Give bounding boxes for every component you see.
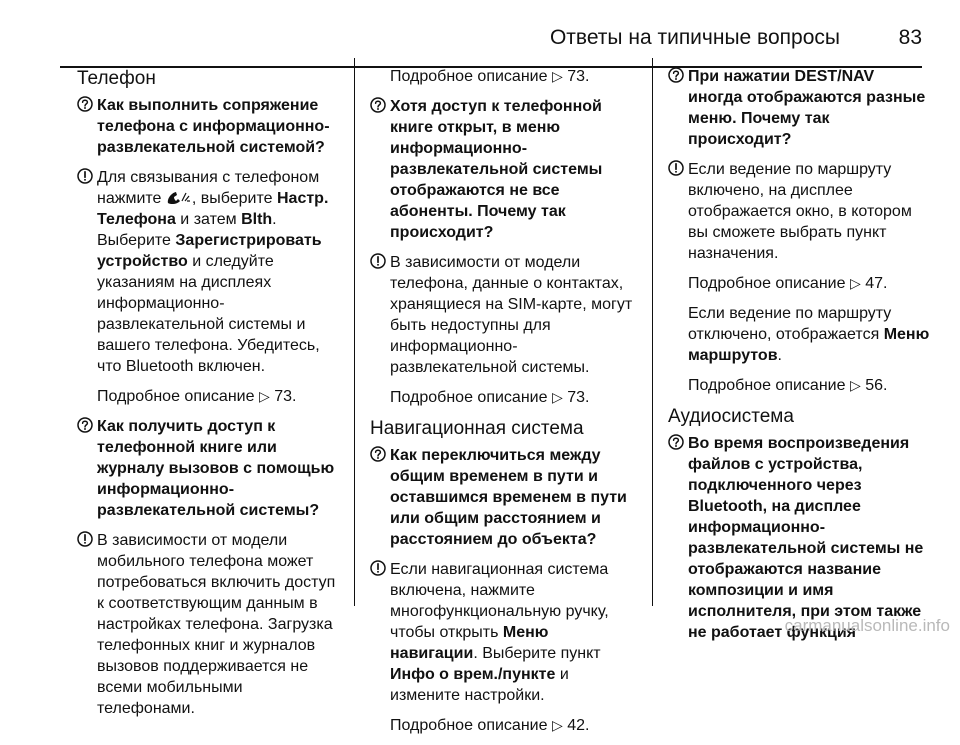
triangle-right-icon: ▷ bbox=[551, 717, 563, 733]
section-title-audio: Аудиосистема bbox=[668, 406, 794, 427]
answer-text: Если ведение по маршруту включено, на дисплее отображается окно, в котором вы сможете выбрать пункт назначения. bbox=[688, 161, 912, 262]
question-circle-icon bbox=[370, 96, 390, 113]
question-circle-icon bbox=[668, 66, 688, 83]
exclamation-circle-icon bbox=[370, 559, 390, 576]
answer-text: Для связывания с телефоном нажмите , выберите Настр. Телефона и затем Blth. Выберите Зарегистрировать устройство и следуйте указаниям на дисплеях информационно-развлекательной системы и вашего телефона. Убедитесь, что Bluetooth включен. bbox=[97, 169, 329, 375]
question-circle-icon bbox=[668, 433, 688, 450]
triangle-right-icon: ▷ bbox=[849, 275, 861, 291]
column-divider bbox=[354, 58, 355, 606]
triangle-right-icon: ▷ bbox=[551, 68, 563, 84]
question-text: Во время воспроизведения файлов с устройства, подключенного через Bluetooth, на дисплее информационно-развлекательной системы не отображаются название композиции и имя исполнителя, при этом также не работает функция bbox=[688, 435, 924, 641]
question-text: Как переключиться между общим временем в пути и оставшимся временем в пути или общим расстоянием и расстоянием до объекта? bbox=[390, 447, 627, 548]
exclamation-circle-icon bbox=[668, 159, 688, 176]
reference-link: Подробное описание ▷ 73. bbox=[390, 389, 590, 406]
question-item bbox=[370, 96, 640, 243]
answer-item bbox=[668, 159, 930, 264]
section-title-phone: Телефон bbox=[77, 68, 156, 89]
question-circle-icon bbox=[77, 416, 97, 433]
exclamation-circle-icon bbox=[77, 167, 97, 184]
question-text: Как выполнить сопряжение телефона с информационно-развлекательной системой? bbox=[97, 97, 330, 156]
column-1 bbox=[77, 58, 339, 728]
answer-item bbox=[370, 559, 640, 706]
phone-icon bbox=[166, 190, 192, 207]
answer-text: В зависимости от модели телефона, данные о контактах, хранящиеся на SIM-карте, могут быть недоступны для информационно-развлекательной системы. bbox=[390, 254, 633, 376]
answer-text: Если навигационная система включена, нажмите многофункциональную ручку, чтобы открыть Меню навигации. Выберите пункт Инфо о врем./пункте и измените настройки. bbox=[390, 561, 609, 704]
question-item bbox=[370, 445, 640, 550]
answer-item bbox=[77, 530, 339, 719]
reference-link: Подробное описание ▷ 73. bbox=[97, 388, 297, 405]
question-circle-icon bbox=[370, 445, 390, 462]
exclamation-circle-icon bbox=[77, 530, 97, 547]
answer-text: В зависимости от модели мобильного телефона может потребоваться включить доступ к соответствующим данным в настройках телефона. Загрузка телефонных книг и журналов вызовов поддерживается не всеми мобильными телефонами. bbox=[97, 532, 336, 717]
question-item bbox=[77, 95, 339, 158]
question-text: Как получить доступ к телефонной книге или журналу вызовов с помощью информационно-развлекательной системы? bbox=[97, 418, 335, 519]
question-item bbox=[77, 416, 339, 521]
watermark: carmanualsonline.info bbox=[784, 616, 950, 635]
question-text: При нажатии DEST/NAV иногда отображаются разные меню. Почему так происходит? bbox=[688, 68, 926, 148]
reference-link: Подробное описание ▷ 42. bbox=[390, 717, 590, 734]
answer-item bbox=[77, 167, 339, 377]
column-divider bbox=[652, 58, 653, 606]
page-title: Ответы на типичные вопросы bbox=[549, 26, 840, 49]
answer-continuation: Если ведение по маршруту отключено, отображается Меню маршрутов. bbox=[688, 305, 930, 364]
column-3 bbox=[668, 58, 930, 652]
question-text: Хотя доступ к телефонной книге открыт, в меню информационно-развлекательной системы отображаются не все абоненты. Почему так происходит? bbox=[390, 98, 603, 241]
section-title-navigation: Навигационная система bbox=[370, 418, 584, 439]
triangle-right-icon: ▷ bbox=[258, 388, 270, 404]
question-circle-icon bbox=[77, 95, 97, 112]
triangle-right-icon: ▷ bbox=[551, 389, 563, 405]
reference-link: Подробное описание ▷ 56. bbox=[688, 377, 888, 394]
answer-item bbox=[370, 252, 640, 378]
exclamation-circle-icon bbox=[370, 252, 390, 269]
reference-link: Подробное описание ▷ 47. bbox=[688, 275, 888, 292]
question-item bbox=[668, 66, 930, 150]
question-item bbox=[668, 433, 930, 643]
reference-link: Подробное описание ▷ 73. bbox=[390, 68, 590, 85]
triangle-right-icon: ▷ bbox=[849, 377, 861, 393]
page-number: 83 bbox=[898, 26, 922, 49]
